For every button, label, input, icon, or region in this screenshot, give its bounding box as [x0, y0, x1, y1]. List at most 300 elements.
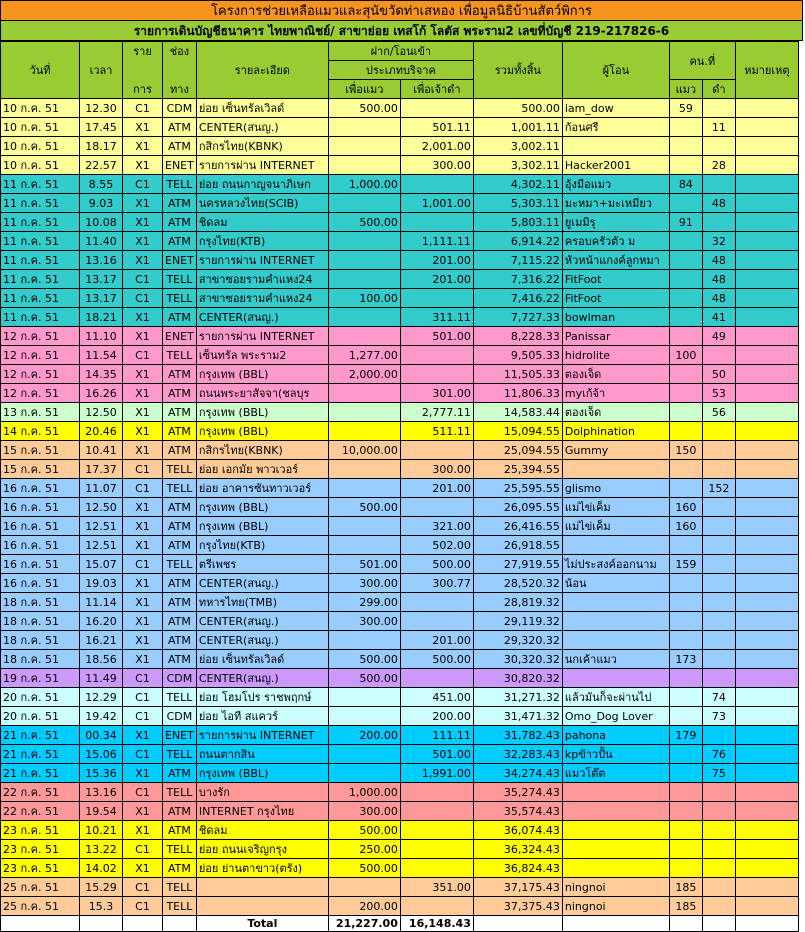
cell-channel[interactable]: ENET: [163, 156, 197, 175]
cell-channel[interactable]: ATM: [163, 802, 197, 821]
cell-for-staff[interactable]: 2,001.00: [400, 137, 473, 156]
cell-cat-no[interactable]: [669, 384, 702, 403]
cell-note[interactable]: [735, 612, 798, 631]
cell-cat-no[interactable]: [669, 308, 702, 327]
cell-dam-no[interactable]: [702, 859, 735, 878]
cell-dam-no[interactable]: [702, 346, 735, 365]
cell-date[interactable]: 21 ก.ค. 51: [1, 745, 80, 764]
cell-balance[interactable]: 3,302.11: [473, 156, 562, 175]
cell-date[interactable]: 21 ก.ค. 51: [1, 726, 80, 745]
cell-balance[interactable]: 29,320.32: [473, 631, 562, 650]
cell-dam-no[interactable]: [702, 821, 735, 840]
cell-for-cats[interactable]: [328, 460, 400, 479]
cell-detail[interactable]: ถนนพระยาสัจจา(ชลบุร: [196, 384, 328, 403]
cell-cat-no[interactable]: [669, 118, 702, 137]
cell-balance[interactable]: 8,228.33: [473, 327, 562, 346]
cell-sender[interactable]: pahona: [562, 726, 669, 745]
cell-time[interactable]: 10.21: [80, 821, 123, 840]
total-empty[interactable]: [562, 916, 669, 932]
cell-time[interactable]: 14.02: [80, 859, 123, 878]
cell-cat-no[interactable]: 185: [669, 897, 702, 916]
cell-note[interactable]: [735, 536, 798, 555]
cell-channel[interactable]: ATM: [163, 194, 197, 213]
cell-cat-no[interactable]: [669, 593, 702, 612]
cell-note[interactable]: [735, 137, 798, 156]
cell-for-staff[interactable]: [400, 802, 473, 821]
cell-for-cats[interactable]: 500.00: [328, 669, 400, 688]
cell-dam-no[interactable]: [702, 422, 735, 441]
cell-note[interactable]: [735, 213, 798, 232]
cell-detail[interactable]: ย่อย ไอที สแควร์: [196, 707, 328, 726]
cell-time[interactable]: 22.57: [80, 156, 123, 175]
cell-sender[interactable]: แล้วมันก็จะผ่านไป: [562, 688, 669, 707]
cell-channel[interactable]: ATM: [163, 612, 197, 631]
cell-date[interactable]: 16 ก.ค. 51: [1, 536, 80, 555]
cell-balance[interactable]: 31,471.32: [473, 707, 562, 726]
cell-for-staff[interactable]: [400, 498, 473, 517]
cell-channel[interactable]: ATM: [163, 517, 197, 536]
cell-time[interactable]: 14.35: [80, 365, 123, 384]
cell-dam-no[interactable]: [702, 213, 735, 232]
cell-dam-no[interactable]: 48: [702, 289, 735, 308]
cell-for-staff[interactable]: 201.00: [400, 251, 473, 270]
cell-date[interactable]: 12 ก.ค. 51: [1, 365, 80, 384]
cell-note[interactable]: [735, 251, 798, 270]
cell-time[interactable]: 18.21: [80, 308, 123, 327]
cell-channel[interactable]: ATM: [163, 764, 197, 783]
cell-for-cats[interactable]: [328, 536, 400, 555]
cell-for-staff[interactable]: 2,777.11: [400, 403, 473, 422]
cell-note[interactable]: [735, 422, 798, 441]
cell-time[interactable]: 13.17: [80, 270, 123, 289]
cell-detail[interactable]: กรุงเทพ (BBL): [196, 498, 328, 517]
cell-for-staff[interactable]: 1,001.00: [400, 194, 473, 213]
cell-sender[interactable]: [562, 631, 669, 650]
cell-date[interactable]: 11 ก.ค. 51: [1, 232, 80, 251]
cell-cat-no[interactable]: [669, 289, 702, 308]
cell-type[interactable]: X1: [123, 536, 163, 555]
cell-note[interactable]: [735, 498, 798, 517]
cell-dam-no[interactable]: [702, 555, 735, 574]
cell-type[interactable]: X1: [123, 821, 163, 840]
cell-note[interactable]: [735, 650, 798, 669]
cell-for-cats[interactable]: [328, 422, 400, 441]
cell-time[interactable]: 13.17: [80, 289, 123, 308]
cell-type[interactable]: X1: [123, 118, 163, 137]
cell-date[interactable]: 18 ก.ค. 51: [1, 631, 80, 650]
cell-note[interactable]: [735, 821, 798, 840]
cell-type[interactable]: C1: [123, 897, 163, 916]
cell-dam-no[interactable]: 48: [702, 194, 735, 213]
cell-cat-no[interactable]: [669, 574, 702, 593]
cell-sender[interactable]: [562, 669, 669, 688]
cell-detail[interactable]: ชิดลม: [196, 213, 328, 232]
col-header-deposit[interactable]: ฝาก/โอนเข้า: [328, 42, 473, 61]
cell-detail[interactable]: CENTER(สนญ.): [196, 669, 328, 688]
cell-dam-no[interactable]: [702, 650, 735, 669]
total-for-cats[interactable]: 21,227.00: [328, 916, 400, 932]
cell-date[interactable]: 25 ก.ค. 51: [1, 897, 80, 916]
cell-date[interactable]: 19 ก.ค. 51: [1, 669, 80, 688]
cell-type[interactable]: C1: [123, 840, 163, 859]
cell-type[interactable]: X1: [123, 802, 163, 821]
cell-type[interactable]: X1: [123, 422, 163, 441]
cell-channel[interactable]: ATM: [163, 403, 197, 422]
cell-note[interactable]: [735, 897, 798, 916]
cell-channel[interactable]: ENET: [163, 327, 197, 346]
cell-for-staff[interactable]: 1,991.00: [400, 764, 473, 783]
cell-dam-no[interactable]: 50: [702, 365, 735, 384]
cell-balance[interactable]: 35,574.43: [473, 802, 562, 821]
cell-for-cats[interactable]: [328, 688, 400, 707]
cell-sender[interactable]: Gummy: [562, 441, 669, 460]
cell-for-cats[interactable]: 500.00: [328, 859, 400, 878]
cell-for-cats[interactable]: 100.00: [328, 289, 400, 308]
cell-balance[interactable]: 34,274.43: [473, 764, 562, 783]
cell-detail[interactable]: ตรีเพชร: [196, 555, 328, 574]
cell-time[interactable]: 15.3: [80, 897, 123, 916]
cell-channel[interactable]: ENET: [163, 251, 197, 270]
cell-for-cats[interactable]: [328, 194, 400, 213]
cell-time[interactable]: 20.46: [80, 422, 123, 441]
cell-type[interactable]: X1: [123, 859, 163, 878]
cell-for-staff[interactable]: [400, 175, 473, 194]
cell-time[interactable]: 19.03: [80, 574, 123, 593]
cell-detail[interactable]: [196, 878, 328, 897]
total-empty[interactable]: [702, 916, 735, 932]
cell-balance[interactable]: 11,505.33: [473, 365, 562, 384]
cell-dam-no[interactable]: 74: [702, 688, 735, 707]
cell-dam-no[interactable]: [702, 802, 735, 821]
cell-detail[interactable]: กรุงเทพ (BBL): [196, 764, 328, 783]
col-header-balance[interactable]: รวมทั้งสิ้น: [473, 42, 562, 99]
col-header-note[interactable]: หมายเหตุ: [735, 42, 798, 99]
cell-dam-no[interactable]: [702, 99, 735, 118]
cell-time[interactable]: 17.45: [80, 118, 123, 137]
cell-dam-no[interactable]: 49: [702, 327, 735, 346]
cell-note[interactable]: [735, 783, 798, 802]
cell-for-staff[interactable]: 321.00: [400, 517, 473, 536]
cell-time[interactable]: 10.41: [80, 441, 123, 460]
cell-note[interactable]: [735, 802, 798, 821]
cell-channel[interactable]: ATM: [163, 536, 197, 555]
cell-channel[interactable]: ATM: [163, 422, 197, 441]
col-header-time[interactable]: เวลา: [80, 42, 123, 99]
cell-for-cats[interactable]: 300.00: [328, 612, 400, 631]
cell-detail[interactable]: บางรัก: [196, 783, 328, 802]
cell-cat-no[interactable]: [669, 156, 702, 175]
cell-for-cats[interactable]: 200.00: [328, 726, 400, 745]
cell-for-cats[interactable]: [328, 232, 400, 251]
cell-balance[interactable]: 36,074.43: [473, 821, 562, 840]
cell-for-staff[interactable]: [400, 669, 473, 688]
cell-cat-no[interactable]: [669, 270, 702, 289]
cell-detail[interactable]: ย่อย ถนนกาญจนาภิเษก: [196, 175, 328, 194]
cell-sender[interactable]: แม่ไข่เค็ม: [562, 498, 669, 517]
cell-time[interactable]: 11.07: [80, 479, 123, 498]
cell-date[interactable]: 16 ก.ค. 51: [1, 479, 80, 498]
cell-cat-no[interactable]: 84: [669, 175, 702, 194]
cell-dam-no[interactable]: 48: [702, 270, 735, 289]
cell-for-staff[interactable]: [400, 859, 473, 878]
cell-date[interactable]: 12 ก.ค. 51: [1, 384, 80, 403]
cell-for-cats[interactable]: 1,000.00: [328, 175, 400, 194]
cell-cat-no[interactable]: [669, 460, 702, 479]
cell-note[interactable]: [735, 403, 798, 422]
cell-cat-no[interactable]: 173: [669, 650, 702, 669]
cell-channel[interactable]: ENET: [163, 726, 197, 745]
cell-dam-no[interactable]: [702, 878, 735, 897]
cell-balance[interactable]: 500.00: [473, 99, 562, 118]
cell-for-staff[interactable]: 300.00: [400, 156, 473, 175]
cell-type[interactable]: X1: [123, 726, 163, 745]
cell-note[interactable]: [735, 156, 798, 175]
cell-channel[interactable]: ATM: [163, 308, 197, 327]
cell-date[interactable]: 25 ก.ค. 51: [1, 878, 80, 897]
total-for-staff[interactable]: 16,148.43: [400, 916, 473, 932]
cell-type[interactable]: C1: [123, 99, 163, 118]
cell-balance[interactable]: 30,820.32: [473, 669, 562, 688]
cell-date[interactable]: 12 ก.ค. 51: [1, 346, 80, 365]
cell-balance[interactable]: 5,803.11: [473, 213, 562, 232]
cell-for-cats[interactable]: [328, 878, 400, 897]
cell-type[interactable]: X1: [123, 441, 163, 460]
cell-for-cats[interactable]: 2,000.00: [328, 365, 400, 384]
cell-time[interactable]: 12.30: [80, 99, 123, 118]
cell-time[interactable]: 10.08: [80, 213, 123, 232]
cell-balance[interactable]: 36,824.43: [473, 859, 562, 878]
cell-channel[interactable]: TELL: [163, 878, 197, 897]
cell-type[interactable]: C1: [123, 878, 163, 897]
cell-type[interactable]: C1: [123, 688, 163, 707]
cell-sender[interactable]: ก้อนศรี: [562, 118, 669, 137]
cell-detail[interactable]: ย่อย ย่านตาขาว(ตรัง): [196, 859, 328, 878]
cell-cat-no[interactable]: [669, 631, 702, 650]
cell-date[interactable]: 16 ก.ค. 51: [1, 555, 80, 574]
cell-detail[interactable]: กรุงไทย(KTB): [196, 232, 328, 251]
cell-dam-no[interactable]: [702, 840, 735, 859]
cell-channel[interactable]: ATM: [163, 821, 197, 840]
cell-time[interactable]: 00.34: [80, 726, 123, 745]
cell-time[interactable]: 8.55: [80, 175, 123, 194]
total-empty[interactable]: [1, 916, 80, 932]
cell-for-cats[interactable]: [328, 707, 400, 726]
cell-date[interactable]: 10 ก.ค. 51: [1, 99, 80, 118]
total-empty[interactable]: [80, 916, 123, 932]
cell-detail[interactable]: นครหลวงไทย(SCIB): [196, 194, 328, 213]
cell-note[interactable]: [735, 365, 798, 384]
cell-type[interactable]: X1: [123, 631, 163, 650]
cell-balance[interactable]: 7,115.22: [473, 251, 562, 270]
col-header-dam[interactable]: ดำ: [702, 80, 735, 99]
cell-detail[interactable]: INTERNET กรุงไทย: [196, 802, 328, 821]
cell-dam-no[interactable]: [702, 726, 735, 745]
cell-cat-no[interactable]: [669, 232, 702, 251]
cell-sender[interactable]: hidrolite: [562, 346, 669, 365]
cell-type[interactable]: X1: [123, 403, 163, 422]
cell-dam-no[interactable]: 56: [702, 403, 735, 422]
cell-type[interactable]: C1: [123, 270, 163, 289]
col-header-cat[interactable]: แมว: [669, 80, 702, 99]
cell-for-cats[interactable]: [328, 327, 400, 346]
cell-note[interactable]: [735, 232, 798, 251]
cell-dam-no[interactable]: [702, 441, 735, 460]
cell-cat-no[interactable]: 91: [669, 213, 702, 232]
cell-sender[interactable]: [562, 821, 669, 840]
cell-for-staff[interactable]: [400, 612, 473, 631]
cell-for-cats[interactable]: 299.00: [328, 593, 400, 612]
cell-type[interactable]: X1: [123, 232, 163, 251]
cell-cat-no[interactable]: [669, 479, 702, 498]
cell-for-cats[interactable]: [328, 251, 400, 270]
cell-date[interactable]: 11 ก.ค. 51: [1, 213, 80, 232]
col-header-list-top[interactable]: ราย: [123, 42, 163, 61]
cell-sender[interactable]: Hacker2001: [562, 156, 669, 175]
cell-for-cats[interactable]: [328, 156, 400, 175]
cell-type[interactable]: X1: [123, 517, 163, 536]
cell-channel[interactable]: TELL: [163, 479, 197, 498]
cell-note[interactable]: [735, 441, 798, 460]
cell-balance[interactable]: 6,914.22: [473, 232, 562, 251]
cell-note[interactable]: [735, 840, 798, 859]
cell-time[interactable]: 16.21: [80, 631, 123, 650]
cell-cat-no[interactable]: 160: [669, 498, 702, 517]
cell-channel[interactable]: TELL: [163, 840, 197, 859]
cell-note[interactable]: [735, 574, 798, 593]
cell-for-staff[interactable]: 451.00: [400, 688, 473, 707]
cell-dam-no[interactable]: [702, 783, 735, 802]
cell-date[interactable]: 14 ก.ค. 51: [1, 422, 80, 441]
cell-for-staff[interactable]: 511.11: [400, 422, 473, 441]
cell-detail[interactable]: กสิกรไทย(KBNK): [196, 441, 328, 460]
cell-balance[interactable]: 7,727.33: [473, 308, 562, 327]
cell-type[interactable]: C1: [123, 669, 163, 688]
cell-time[interactable]: 11.14: [80, 593, 123, 612]
cell-for-staff[interactable]: 1,111.11: [400, 232, 473, 251]
cell-type[interactable]: C1: [123, 460, 163, 479]
cell-sender[interactable]: ningnoi: [562, 878, 669, 897]
cell-date[interactable]: 11 ก.ค. 51: [1, 308, 80, 327]
cell-cat-no[interactable]: [669, 612, 702, 631]
cell-time[interactable]: 11.49: [80, 669, 123, 688]
cell-date[interactable]: 11 ก.ค. 51: [1, 251, 80, 270]
cell-sender[interactable]: นกเค้าแมว: [562, 650, 669, 669]
cell-for-staff[interactable]: 201.00: [400, 479, 473, 498]
cell-channel[interactable]: CDM: [163, 99, 197, 118]
cell-channel[interactable]: CDM: [163, 707, 197, 726]
cell-for-cats[interactable]: 500.00: [328, 650, 400, 669]
cell-cat-no[interactable]: [669, 365, 702, 384]
cell-for-staff[interactable]: 502.00: [400, 536, 473, 555]
cell-for-cats[interactable]: 500.00: [328, 99, 400, 118]
cell-note[interactable]: [735, 726, 798, 745]
cell-cat-no[interactable]: 100: [669, 346, 702, 365]
cell-for-cats[interactable]: 1,000.00: [328, 783, 400, 802]
cell-balance[interactable]: 30,320.32: [473, 650, 562, 669]
cell-note[interactable]: [735, 289, 798, 308]
cell-date[interactable]: 12 ก.ค. 51: [1, 327, 80, 346]
cell-for-staff[interactable]: [400, 213, 473, 232]
cell-type[interactable]: X1: [123, 574, 163, 593]
cell-date[interactable]: 16 ก.ค. 51: [1, 517, 80, 536]
cell-dam-no[interactable]: [702, 574, 735, 593]
cell-balance[interactable]: 9,505.33: [473, 346, 562, 365]
cell-balance[interactable]: 5,303.11: [473, 194, 562, 213]
cell-balance[interactable]: 15,094.55: [473, 422, 562, 441]
cell-balance[interactable]: 28,520.32: [473, 574, 562, 593]
cell-type[interactable]: C1: [123, 479, 163, 498]
cell-time[interactable]: 11.54: [80, 346, 123, 365]
cell-channel[interactable]: ATM: [163, 498, 197, 517]
cell-cat-no[interactable]: [669, 840, 702, 859]
cell-dam-no[interactable]: 75: [702, 764, 735, 783]
cell-detail[interactable]: ย่อย โฮมโปร ราชพฤกษ์: [196, 688, 328, 707]
cell-type[interactable]: X1: [123, 764, 163, 783]
cell-time[interactable]: 19.42: [80, 707, 123, 726]
cell-cat-no[interactable]: [669, 137, 702, 156]
cell-note[interactable]: [735, 99, 798, 118]
cell-channel[interactable]: ATM: [163, 631, 197, 650]
cell-time[interactable]: 15.07: [80, 555, 123, 574]
cell-balance[interactable]: 29,119.32: [473, 612, 562, 631]
cell-sender[interactable]: myเก้จ้า: [562, 384, 669, 403]
total-empty[interactable]: [735, 916, 798, 932]
cell-for-cats[interactable]: 500.00: [328, 498, 400, 517]
cell-dam-no[interactable]: [702, 593, 735, 612]
cell-date[interactable]: 18 ก.ค. 51: [1, 593, 80, 612]
cell-for-cats[interactable]: 500.00: [328, 821, 400, 840]
cell-for-cats[interactable]: 250.00: [328, 840, 400, 859]
cell-sender[interactable]: bowlman: [562, 308, 669, 327]
cell-detail[interactable]: ย่อย เซ็นทรัลเวิลด์: [196, 650, 328, 669]
cell-channel[interactable]: ATM: [163, 213, 197, 232]
cell-type[interactable]: X1: [123, 384, 163, 403]
cell-for-staff[interactable]: [400, 840, 473, 859]
cell-date[interactable]: 18 ก.ค. 51: [1, 612, 80, 631]
cell-note[interactable]: [735, 460, 798, 479]
cell-sender[interactable]: อุ้งมือแมว: [562, 175, 669, 194]
cell-sender[interactable]: มะหมา+มะเหมียว: [562, 194, 669, 213]
cell-for-cats[interactable]: [328, 745, 400, 764]
cell-sender[interactable]: FitFoot: [562, 270, 669, 289]
cell-balance[interactable]: 28,819.32: [473, 593, 562, 612]
total-empty[interactable]: [669, 916, 702, 932]
total-empty[interactable]: [473, 916, 562, 932]
cell-dam-no[interactable]: [702, 897, 735, 916]
cell-detail[interactable]: CENTER(สนญ.): [196, 631, 328, 650]
cell-sender[interactable]: kpข้าวปั้น: [562, 745, 669, 764]
cell-for-staff[interactable]: 301.00: [400, 384, 473, 403]
cell-note[interactable]: [735, 859, 798, 878]
cell-note[interactable]: [735, 631, 798, 650]
cell-detail[interactable]: กรุงเทพ (BBL): [196, 422, 328, 441]
cell-cat-no[interactable]: [669, 536, 702, 555]
cell-dam-no[interactable]: [702, 536, 735, 555]
cell-balance[interactable]: 25,094.55: [473, 441, 562, 460]
cell-for-cats[interactable]: 300.00: [328, 802, 400, 821]
cell-detail[interactable]: สาขาซอยรามคำแหง24: [196, 270, 328, 289]
cell-date[interactable]: 16 ก.ค. 51: [1, 498, 80, 517]
cell-for-staff[interactable]: 501.11: [400, 118, 473, 137]
cell-detail[interactable]: รายการผ่าน INTERNET: [196, 156, 328, 175]
cell-date[interactable]: 21 ก.ค. 51: [1, 764, 80, 783]
cell-dam-no[interactable]: [702, 612, 735, 631]
cell-date[interactable]: 18 ก.ค. 51: [1, 650, 80, 669]
cell-channel[interactable]: TELL: [163, 346, 197, 365]
cell-balance[interactable]: 26,095.55: [473, 498, 562, 517]
cell-type[interactable]: C1: [123, 555, 163, 574]
cell-date[interactable]: 20 ก.ค. 51: [1, 707, 80, 726]
